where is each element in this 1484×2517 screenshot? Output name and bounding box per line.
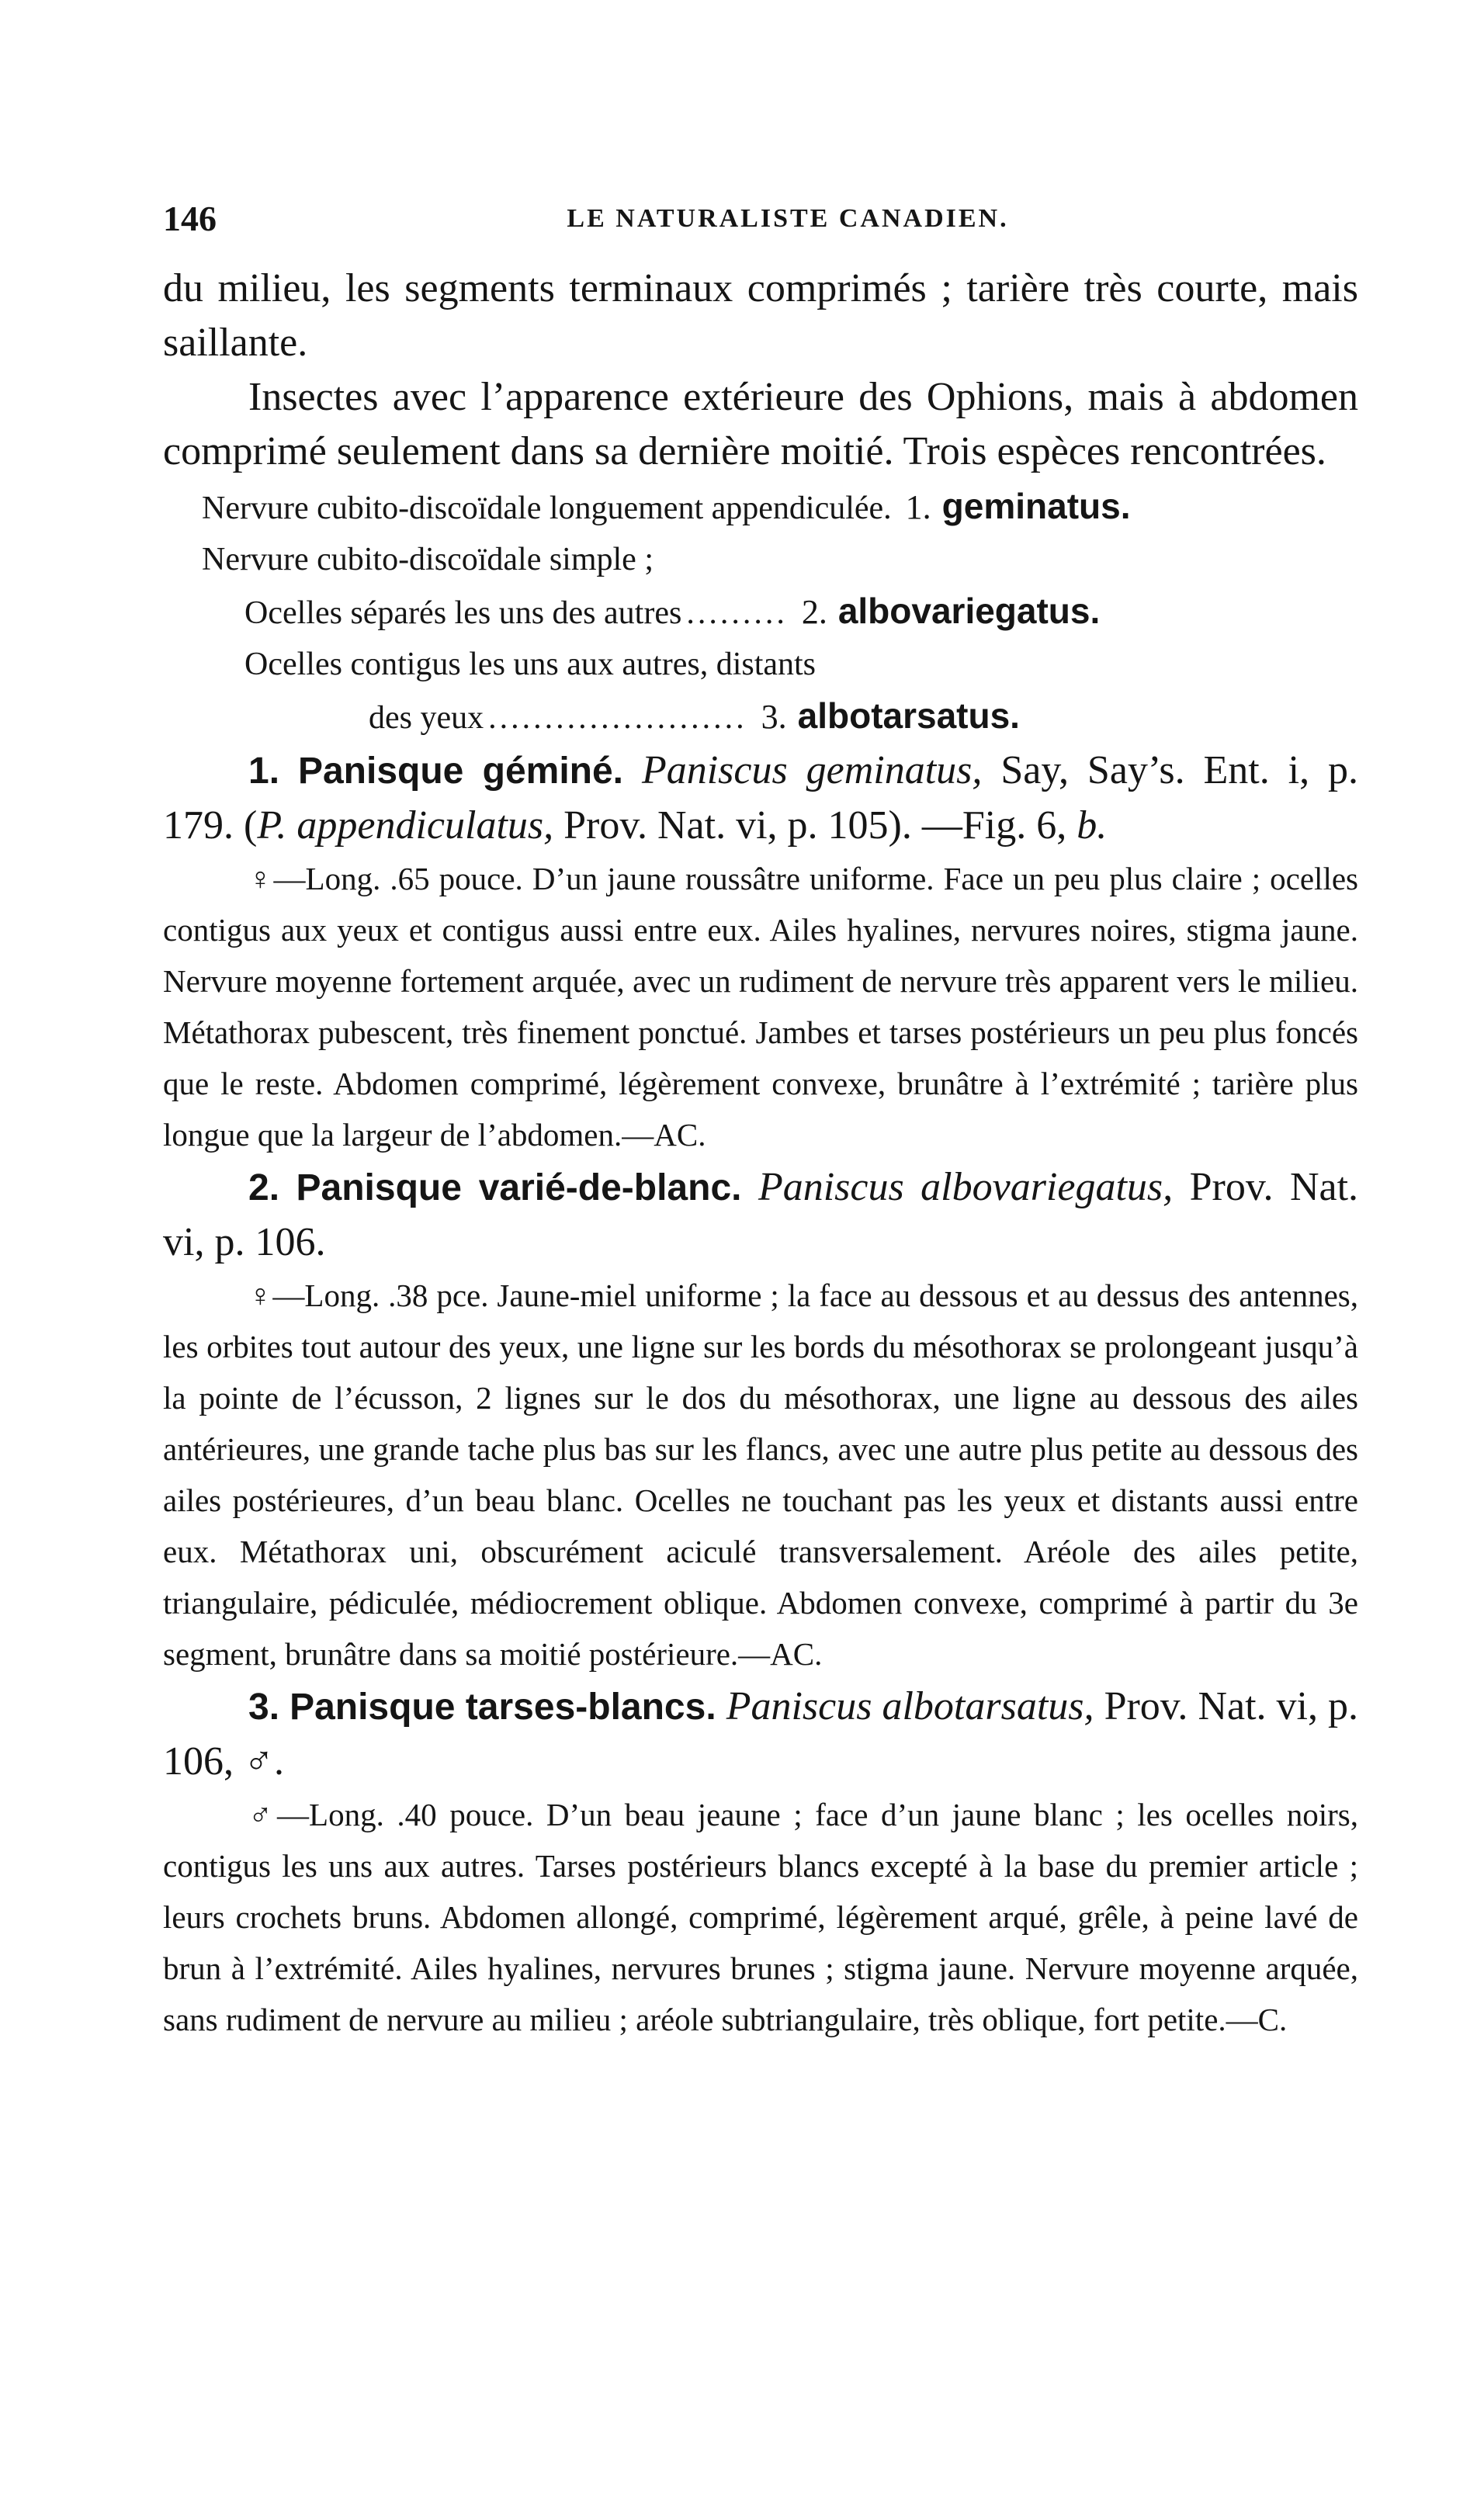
- page-number: 146: [163, 199, 217, 238]
- key-line-2: [163, 534, 1358, 585]
- species-1-number: 1.: [248, 751, 280, 792]
- species-3-description: ♂—Long. .40 pouce. D’un beau jeaune ; face d’un jaune blanc ; les ocelles noirs, contigus les uns aux autres. Tarses postérieurs blancs excepté à la base du premier article ; leurs crochets bruns. Abdomen allongé, comprimé, légèrement arqué, grêle, à peine lavé de brun à l’extrémité. Ailes hyalines, nervures brunes ; stigma jaune. Nervure moyenne arquée, sans rudiment de nervure au milieu ; aréole subtriangulaire, très oblique, fort petite.—C.: [163, 1797, 1358, 2037]
- species-3-ref: Prov. Nat. vi, p. 106, ♂.: [163, 1684, 1359, 1784]
- key-line-5-num: 3.: [761, 698, 787, 736]
- key-line-5-dots: .......................: [488, 700, 747, 736]
- species-key: [163, 480, 1358, 744]
- species-3-latin: Paniscus albotarsatus,: [726, 1684, 1094, 1728]
- species-2-description: ♀—Long. .38 pce. Jaune-miel uniforme ; la face au dessous et au dessus des antennes, les orbites tout autour des yeux, une ligne sur les bords du mésothorax se prolongeant jusqu’à la pointe de l’écusson, 2 lignes sur le dos du mésothorax, une ligne au dessous des ailes antérieures, une grande tache plus bas sur les flancs, avec une autre plus petite au dessous des ailes postérieures, d’un beau blanc. Ocelles ne touchant pas les yeux et distants aussi entre eux. Métathorax uni, obscurément aciculé transversalement. Aréole des ailes petite, triangulaire, pédiculée, médiocrement oblique. Abdomen convexe, comprimé à partir du 3e segment, brunâtre dans sa moitié postérieure.—AC.: [163, 1278, 1358, 1672]
- page-header: [163, 198, 1358, 252]
- key-line-3-text: Ocelles séparés les uns des autres: [244, 595, 682, 631]
- species-3-number: 3.: [248, 1687, 280, 1728]
- key-line-3-name: albovariegatus.: [837, 591, 1101, 631]
- species-2-ref: Prov. Nat. vi, p. 106.: [163, 1165, 1359, 1264]
- intro-paragraph-1: du milieu, les segments terminaux comprimés ; tarière très courte, mais saillante.: [163, 266, 1358, 365]
- key-line-2-text: Nervure cubito-discoïdale simple ;: [202, 542, 654, 577]
- page: [163, 198, 1358, 2045]
- intro-paragraph-2: Insectes avec l’apparence extérieure des Ophions, mais à abdomen comprimé seulement dans sa dernière moitié. Trois espèces rencontrées.: [163, 375, 1358, 473]
- key-line-1: [163, 480, 1358, 534]
- key-line-3-num: 2.: [801, 593, 827, 631]
- species-1-ref: Say, Say’s. Ent. i, p. 179. (: [163, 748, 1359, 848]
- key-line-3: [163, 585, 1358, 639]
- species-1-description: ♀—Long. .65 pouce. D’un jaune roussâtre uniforme. Face un peu plus claire ; ocelles contigus aux yeux et contigus aussi entre eux. Ailes hyalines, nervures noires, stigma jaune. Nervure moyenne fortement arquée, avec un rudiment de nervure très apparent vers le milieu. Métathorax pubescent, très finement ponctué. Jambes et tarses postérieurs un peu plus foncés que le reste. Abdomen comprimé, légèrement convexe, brunâtre à l’extrémité ; tarière plus longue que la largeur de l’abdomen.—AC.: [163, 861, 1358, 1153]
- key-line-5: [163, 690, 1358, 744]
- species-2-label: Panisque varié-de-blanc.: [296, 1167, 742, 1208]
- species-2-number: 2.: [248, 1167, 280, 1208]
- species-1-label: Panisque géminé.: [297, 751, 624, 792]
- species-3-label: Panisque tarses-blancs.: [290, 1687, 716, 1728]
- key-line-1-text: Nervure cubito-discoïdale longuement appendiculée.: [202, 491, 892, 526]
- key-line-5-name: albotarsatus.: [797, 695, 1020, 736]
- species-1-latin: Paniscus geminatus,: [641, 748, 983, 792]
- species-1-ref-end: Prov. Nat. vi, p. 105). —Fig. 6,: [563, 803, 1067, 848]
- species-2-heading: [163, 1160, 1358, 1270]
- key-line-3-dots: .........: [686, 595, 788, 631]
- species-1-synonym: P. appendiculatus,: [257, 803, 554, 848]
- species-2-latin: Paniscus albovariegatus,: [758, 1165, 1174, 1209]
- species-1-fig: b.: [1077, 803, 1108, 848]
- key-line-1-name: geminatus.: [941, 486, 1131, 526]
- key-line-1-num: 1.: [905, 488, 931, 526]
- key-line-4-text: Ocelles contigus les uns aux autres, distants: [244, 647, 817, 682]
- running-title: LE NATURALISTE CANADIEN.: [567, 204, 1009, 233]
- key-line-4: [163, 639, 1358, 690]
- species-3-heading: [163, 1680, 1358, 1789]
- species-1-heading: [163, 744, 1358, 853]
- key-line-5-text: des yeux: [369, 700, 484, 736]
